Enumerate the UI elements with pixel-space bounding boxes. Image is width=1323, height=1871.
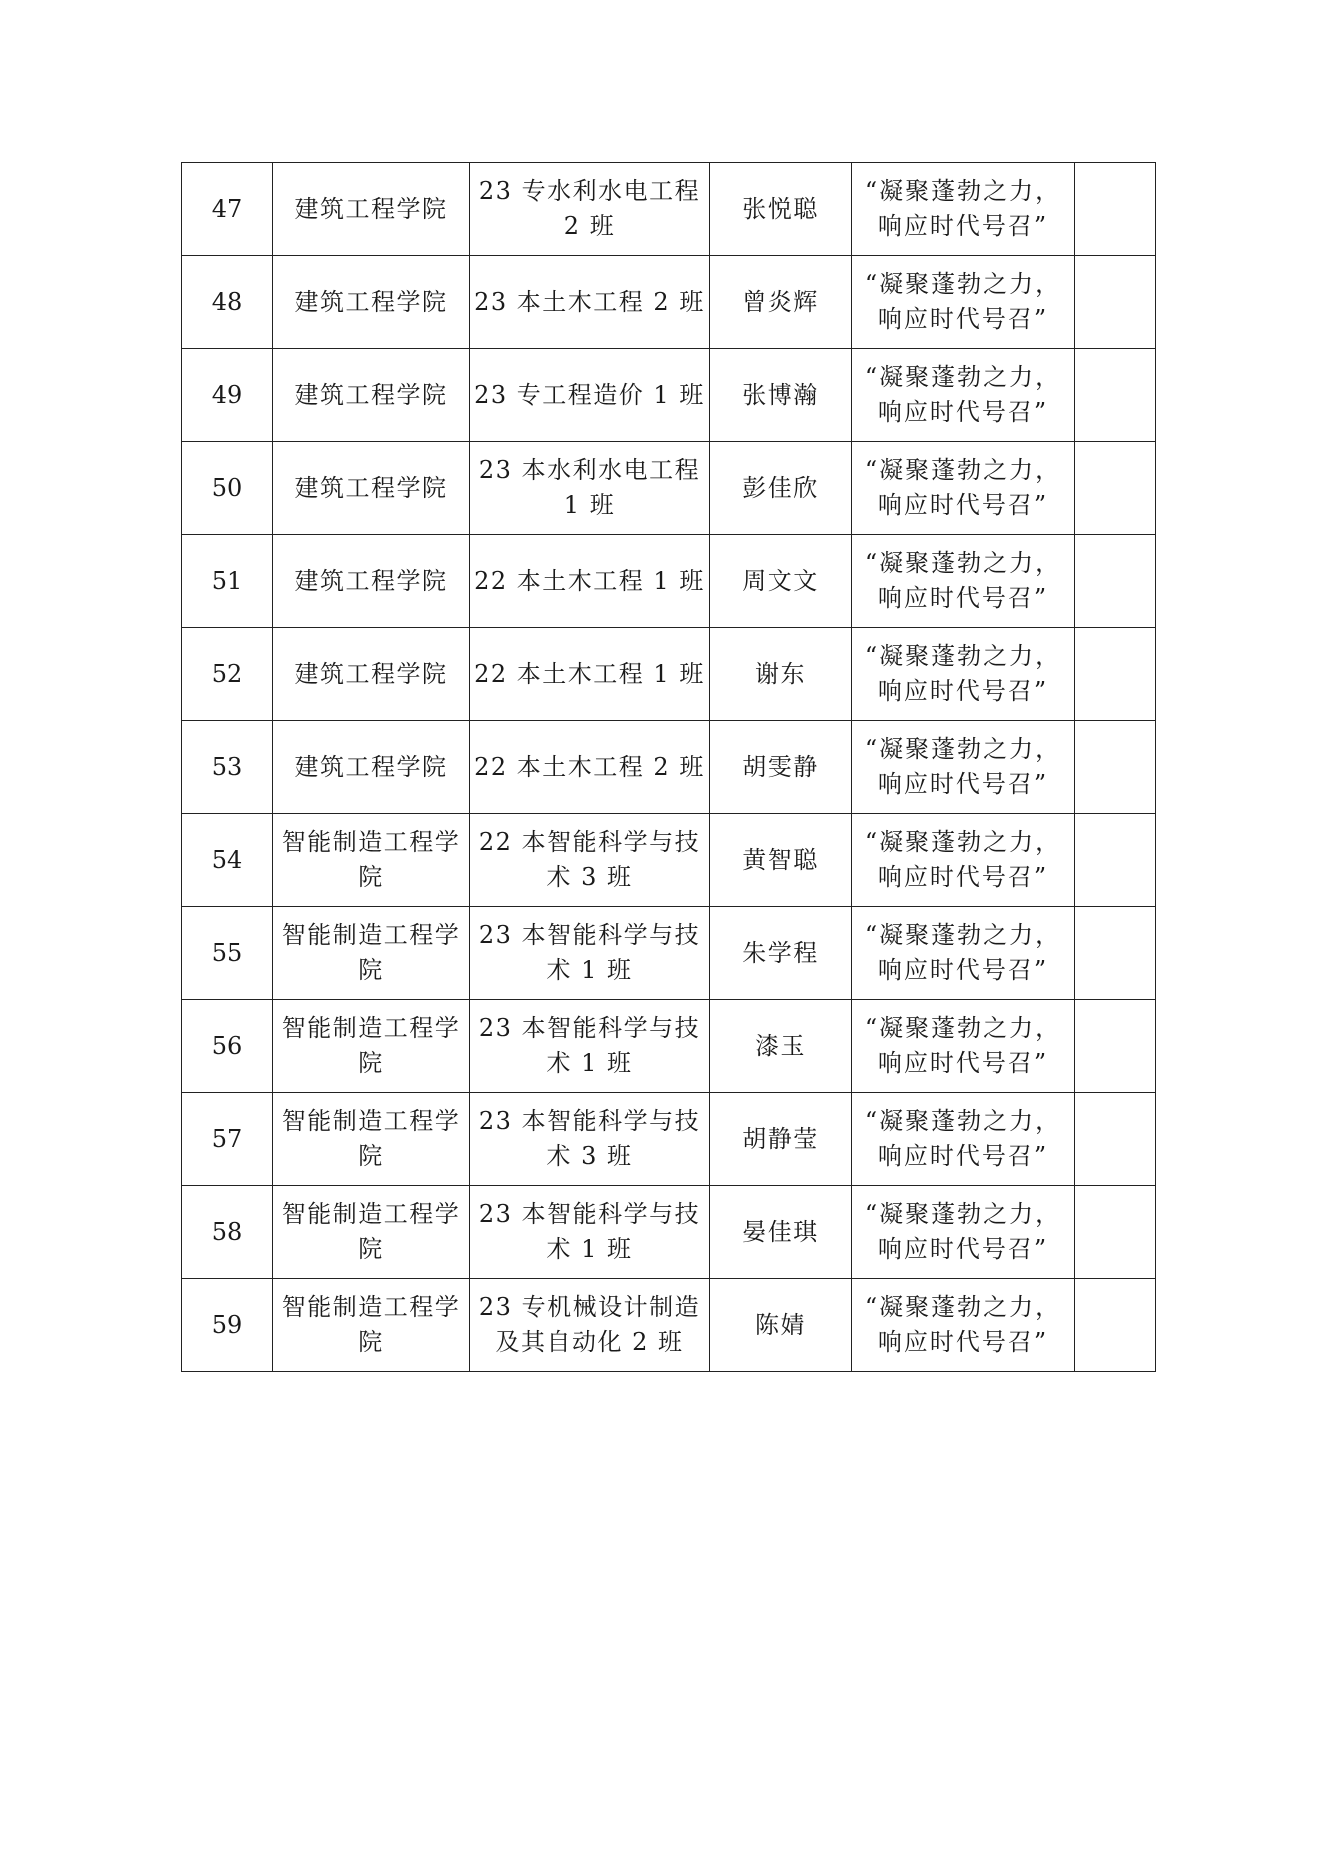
student-name-cell: 彭佳欣	[710, 442, 852, 535]
college-cell: 建筑工程学院	[273, 721, 470, 814]
college-cell: 智能制造工程学 院	[273, 1093, 470, 1186]
row-number-cell: 49	[182, 349, 273, 442]
class-cell: 23 本智能科学与技 术 1 班	[470, 907, 710, 1000]
table-row	[182, 814, 1156, 907]
row-number-cell: 54	[182, 814, 273, 907]
table-row	[182, 1000, 1156, 1093]
row-number-cell: 47	[182, 163, 273, 256]
remark-cell	[1075, 535, 1156, 628]
student-name-cell: 周文文	[710, 535, 852, 628]
remark-cell	[1075, 907, 1156, 1000]
class-cell: 22 本土木工程 1 班	[470, 535, 710, 628]
row-number-cell: 52	[182, 628, 273, 721]
class-cell: 23 本智能科学与技 术 1 班	[470, 1186, 710, 1279]
award-list-table	[181, 162, 1156, 1372]
college-cell: 建筑工程学院	[273, 349, 470, 442]
class-cell: 23 本智能科学与技 术 3 班	[470, 1093, 710, 1186]
topic-cell: “凝聚蓬勃之力， 响应时代号召”	[852, 163, 1075, 256]
college-cell: 建筑工程学院	[273, 163, 470, 256]
remark-cell	[1075, 349, 1156, 442]
student-name-cell: 黄智聪	[710, 814, 852, 907]
table-row	[182, 1279, 1156, 1372]
topic-cell: “凝聚蓬勃之力， 响应时代号召”	[852, 1279, 1075, 1372]
table-body	[182, 163, 1156, 1372]
row-number-cell: 48	[182, 256, 273, 349]
class-cell: 22 本土木工程 2 班	[470, 721, 710, 814]
row-number-cell: 51	[182, 535, 273, 628]
table-row	[182, 1186, 1156, 1279]
remark-cell	[1075, 721, 1156, 814]
college-cell: 建筑工程学院	[273, 535, 470, 628]
topic-cell: “凝聚蓬勃之力， 响应时代号召”	[852, 628, 1075, 721]
college-cell: 建筑工程学院	[273, 442, 470, 535]
remark-cell	[1075, 442, 1156, 535]
student-name-cell: 胡雯静	[710, 721, 852, 814]
college-cell: 建筑工程学院	[273, 256, 470, 349]
remark-cell	[1075, 1093, 1156, 1186]
college-cell: 智能制造工程学 院	[273, 1186, 470, 1279]
student-name-cell: 胡静莹	[710, 1093, 852, 1186]
class-cell: 23 专工程造价 1 班	[470, 349, 710, 442]
row-number-cell: 50	[182, 442, 273, 535]
student-name-cell: 张博瀚	[710, 349, 852, 442]
row-number-cell: 59	[182, 1279, 273, 1372]
class-cell: 23 本土木工程 2 班	[470, 256, 710, 349]
remark-cell	[1075, 1000, 1156, 1093]
student-name-cell: 晏佳琪	[710, 1186, 852, 1279]
table-row	[182, 628, 1156, 721]
class-cell: 23 专机械设计制造 及其自动化 2 班	[470, 1279, 710, 1372]
table-row	[182, 535, 1156, 628]
student-name-cell: 陈婧	[710, 1279, 852, 1372]
table-row	[182, 256, 1156, 349]
class-cell: 22 本土木工程 1 班	[470, 628, 710, 721]
row-number-cell: 53	[182, 721, 273, 814]
remark-cell	[1075, 256, 1156, 349]
college-cell: 建筑工程学院	[273, 628, 470, 721]
table-row	[182, 349, 1156, 442]
table-row	[182, 1093, 1156, 1186]
topic-cell: “凝聚蓬勃之力， 响应时代号召”	[852, 1186, 1075, 1279]
class-cell: 22 本智能科学与技 术 3 班	[470, 814, 710, 907]
remark-cell	[1075, 1279, 1156, 1372]
topic-cell: “凝聚蓬勃之力， 响应时代号召”	[852, 256, 1075, 349]
class-cell: 23 本水利水电工程 1 班	[470, 442, 710, 535]
topic-cell: “凝聚蓬勃之力， 响应时代号召”	[852, 814, 1075, 907]
row-number-cell: 58	[182, 1186, 273, 1279]
college-cell: 智能制造工程学 院	[273, 1279, 470, 1372]
remark-cell	[1075, 814, 1156, 907]
college-cell: 智能制造工程学 院	[273, 1000, 470, 1093]
topic-cell: “凝聚蓬勃之力， 响应时代号召”	[852, 442, 1075, 535]
topic-cell: “凝聚蓬勃之力， 响应时代号召”	[852, 349, 1075, 442]
student-name-cell: 漆玉	[710, 1000, 852, 1093]
topic-cell: “凝聚蓬勃之力， 响应时代号召”	[852, 535, 1075, 628]
table-row	[182, 721, 1156, 814]
college-cell: 智能制造工程学 院	[273, 907, 470, 1000]
table-row	[182, 907, 1156, 1000]
row-number-cell: 55	[182, 907, 273, 1000]
topic-cell: “凝聚蓬勃之力， 响应时代号召”	[852, 721, 1075, 814]
remark-cell	[1075, 1186, 1156, 1279]
row-number-cell: 57	[182, 1093, 273, 1186]
class-cell: 23 专水利水电工程 2 班	[470, 163, 710, 256]
college-cell: 智能制造工程学 院	[273, 814, 470, 907]
table-row	[182, 163, 1156, 256]
topic-cell: “凝聚蓬勃之力， 响应时代号召”	[852, 907, 1075, 1000]
remark-cell	[1075, 163, 1156, 256]
class-cell: 23 本智能科学与技 术 1 班	[470, 1000, 710, 1093]
student-name-cell: 张悦聪	[710, 163, 852, 256]
student-name-cell: 曾炎辉	[710, 256, 852, 349]
topic-cell: “凝聚蓬勃之力， 响应时代号召”	[852, 1000, 1075, 1093]
row-number-cell: 56	[182, 1000, 273, 1093]
remark-cell	[1075, 628, 1156, 721]
student-name-cell: 朱学程	[710, 907, 852, 1000]
student-name-cell: 谢东	[710, 628, 852, 721]
table-row	[182, 442, 1156, 535]
topic-cell: “凝聚蓬勃之力， 响应时代号召”	[852, 1093, 1075, 1186]
